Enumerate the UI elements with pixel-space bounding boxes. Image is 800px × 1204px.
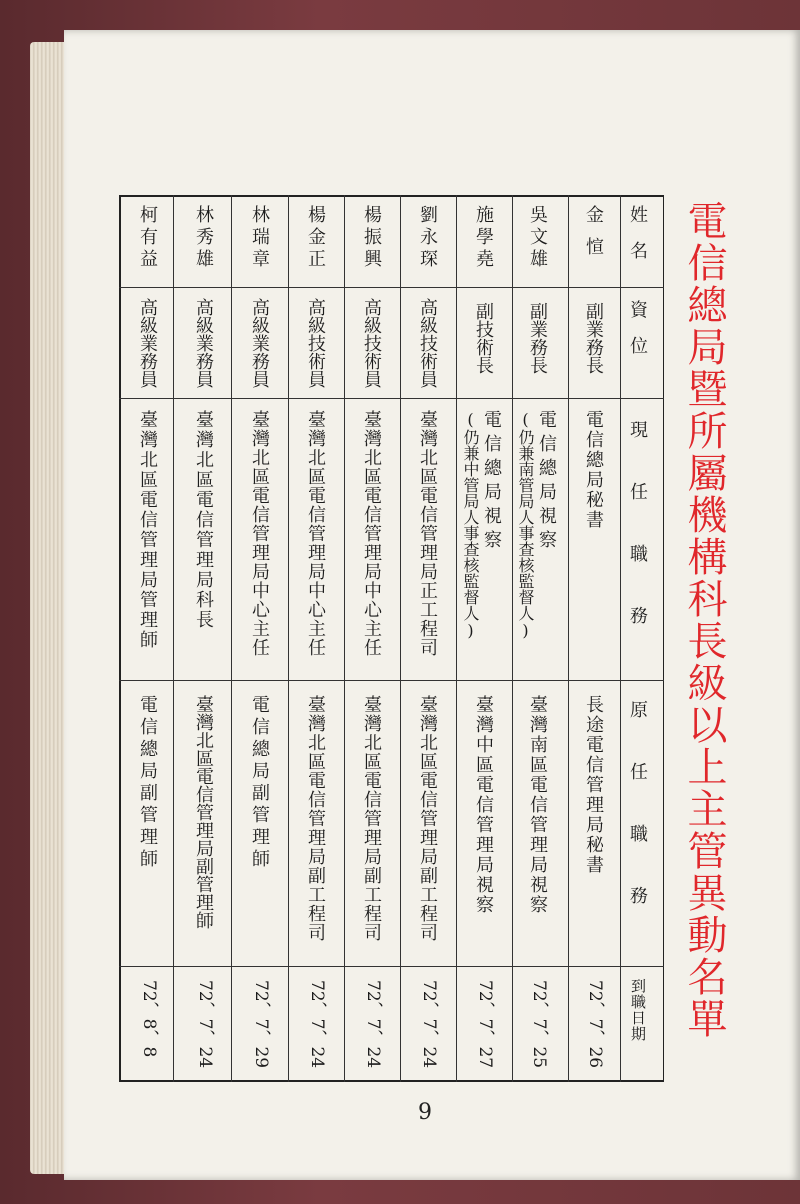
record-grade: 高級技術員 [361, 298, 382, 388]
record-name: 金愃 [583, 205, 604, 269]
record-divider [512, 195, 513, 1082]
record-previous: 臺灣北區電信管理局副管理師 [193, 695, 214, 929]
record-current: 臺灣北區電信管理局管理師 [137, 410, 158, 650]
record-name: 林秀雄 [193, 205, 214, 271]
record-date: 72、8、8 [139, 980, 159, 1058]
document-title: 電信總局暨所屬機構科長級以上主管異動名單 [681, 200, 727, 1040]
record-divider [620, 195, 621, 1082]
record-previous: 電信總局副管理師 [249, 695, 270, 871]
record-name: 柯有益 [137, 205, 158, 271]
record-previous: 長途電信管理局秘書 [583, 695, 604, 875]
record-divider [456, 195, 457, 1082]
record-name: 吳文雄 [527, 205, 548, 271]
record-name: 林瑞章 [249, 205, 270, 271]
record-name: 楊振興 [361, 205, 382, 271]
record-current: 臺灣北區電信管理局正工程司 [417, 410, 438, 657]
record-date: 72、7、24 [419, 980, 439, 1069]
header-name: 姓名 [627, 205, 648, 277]
record-previous: 臺灣北區電信管理局副工程司 [417, 695, 438, 942]
rule-grade-current [119, 398, 664, 399]
record-divider [400, 195, 401, 1082]
record-divider [173, 195, 174, 1082]
record-grade: 高級業務員 [249, 298, 270, 388]
record-current: 電信總局視察 [481, 410, 502, 554]
record-grade: 高級技術員 [305, 298, 326, 388]
record-previous: 臺灣北區電信管理局副工程司 [305, 695, 326, 942]
record-date: 72、7、24 [195, 980, 215, 1069]
header-previous-post: 原任職務 [627, 700, 648, 948]
record-previous: 臺灣南區電信管理局視察 [527, 695, 548, 915]
record-date: 72、7、25 [529, 980, 549, 1069]
header-start-date: 到職日期 [629, 978, 647, 1042]
record-current: 臺灣北區電信管理局中心主任 [305, 410, 326, 657]
record-date: 72、7、27 [475, 980, 495, 1069]
record-date: 72、7、24 [307, 980, 327, 1069]
record-current: 臺灣北區電信管理局中心主任 [249, 410, 270, 657]
rule-current-previous [119, 680, 664, 681]
record-current: 臺灣北區電信管理局中心主任 [361, 410, 382, 657]
record-grade: 高級業務員 [193, 298, 214, 388]
record-grade: 副業務長 [527, 302, 548, 374]
record-current-extra: (仍兼南管局人事查核監督人) [516, 410, 535, 640]
record-grade: 高級技術員 [417, 298, 438, 388]
header-current-post: 現任職務 [627, 420, 648, 668]
record-date: 72、7、24 [363, 980, 383, 1069]
header-grade: 資位 [627, 300, 648, 372]
rule-previous-date [119, 966, 664, 967]
record-name: 施學堯 [473, 205, 494, 271]
record-grade: 高級業務員 [137, 298, 158, 388]
rule-name-grade [119, 287, 664, 288]
record-grade: 副技術長 [473, 302, 494, 374]
record-previous: 臺灣北區電信管理局副工程司 [361, 695, 382, 942]
record-divider [568, 195, 569, 1082]
page-number: 9 [418, 1100, 432, 1125]
record-current: 臺灣北區電信管理局科長 [193, 410, 214, 630]
record-divider [231, 195, 232, 1082]
record-previous: 臺灣中區電信管理局視察 [473, 695, 494, 915]
record-date: 72、7、29 [251, 980, 271, 1069]
record-date: 72、7、26 [585, 980, 605, 1069]
record-name: 楊金正 [305, 205, 326, 271]
record-divider [344, 195, 345, 1082]
record-previous: 電信總局副管理師 [137, 695, 158, 871]
record-name: 劉永琛 [417, 205, 438, 271]
record-current: 電信總局秘書 [583, 410, 604, 530]
record-grade: 副業務長 [583, 302, 604, 374]
record-divider [288, 195, 289, 1082]
record-current: 電信總局視察 [536, 410, 557, 554]
record-current-extra: (仍兼中管局人事查核監督人) [461, 410, 480, 640]
